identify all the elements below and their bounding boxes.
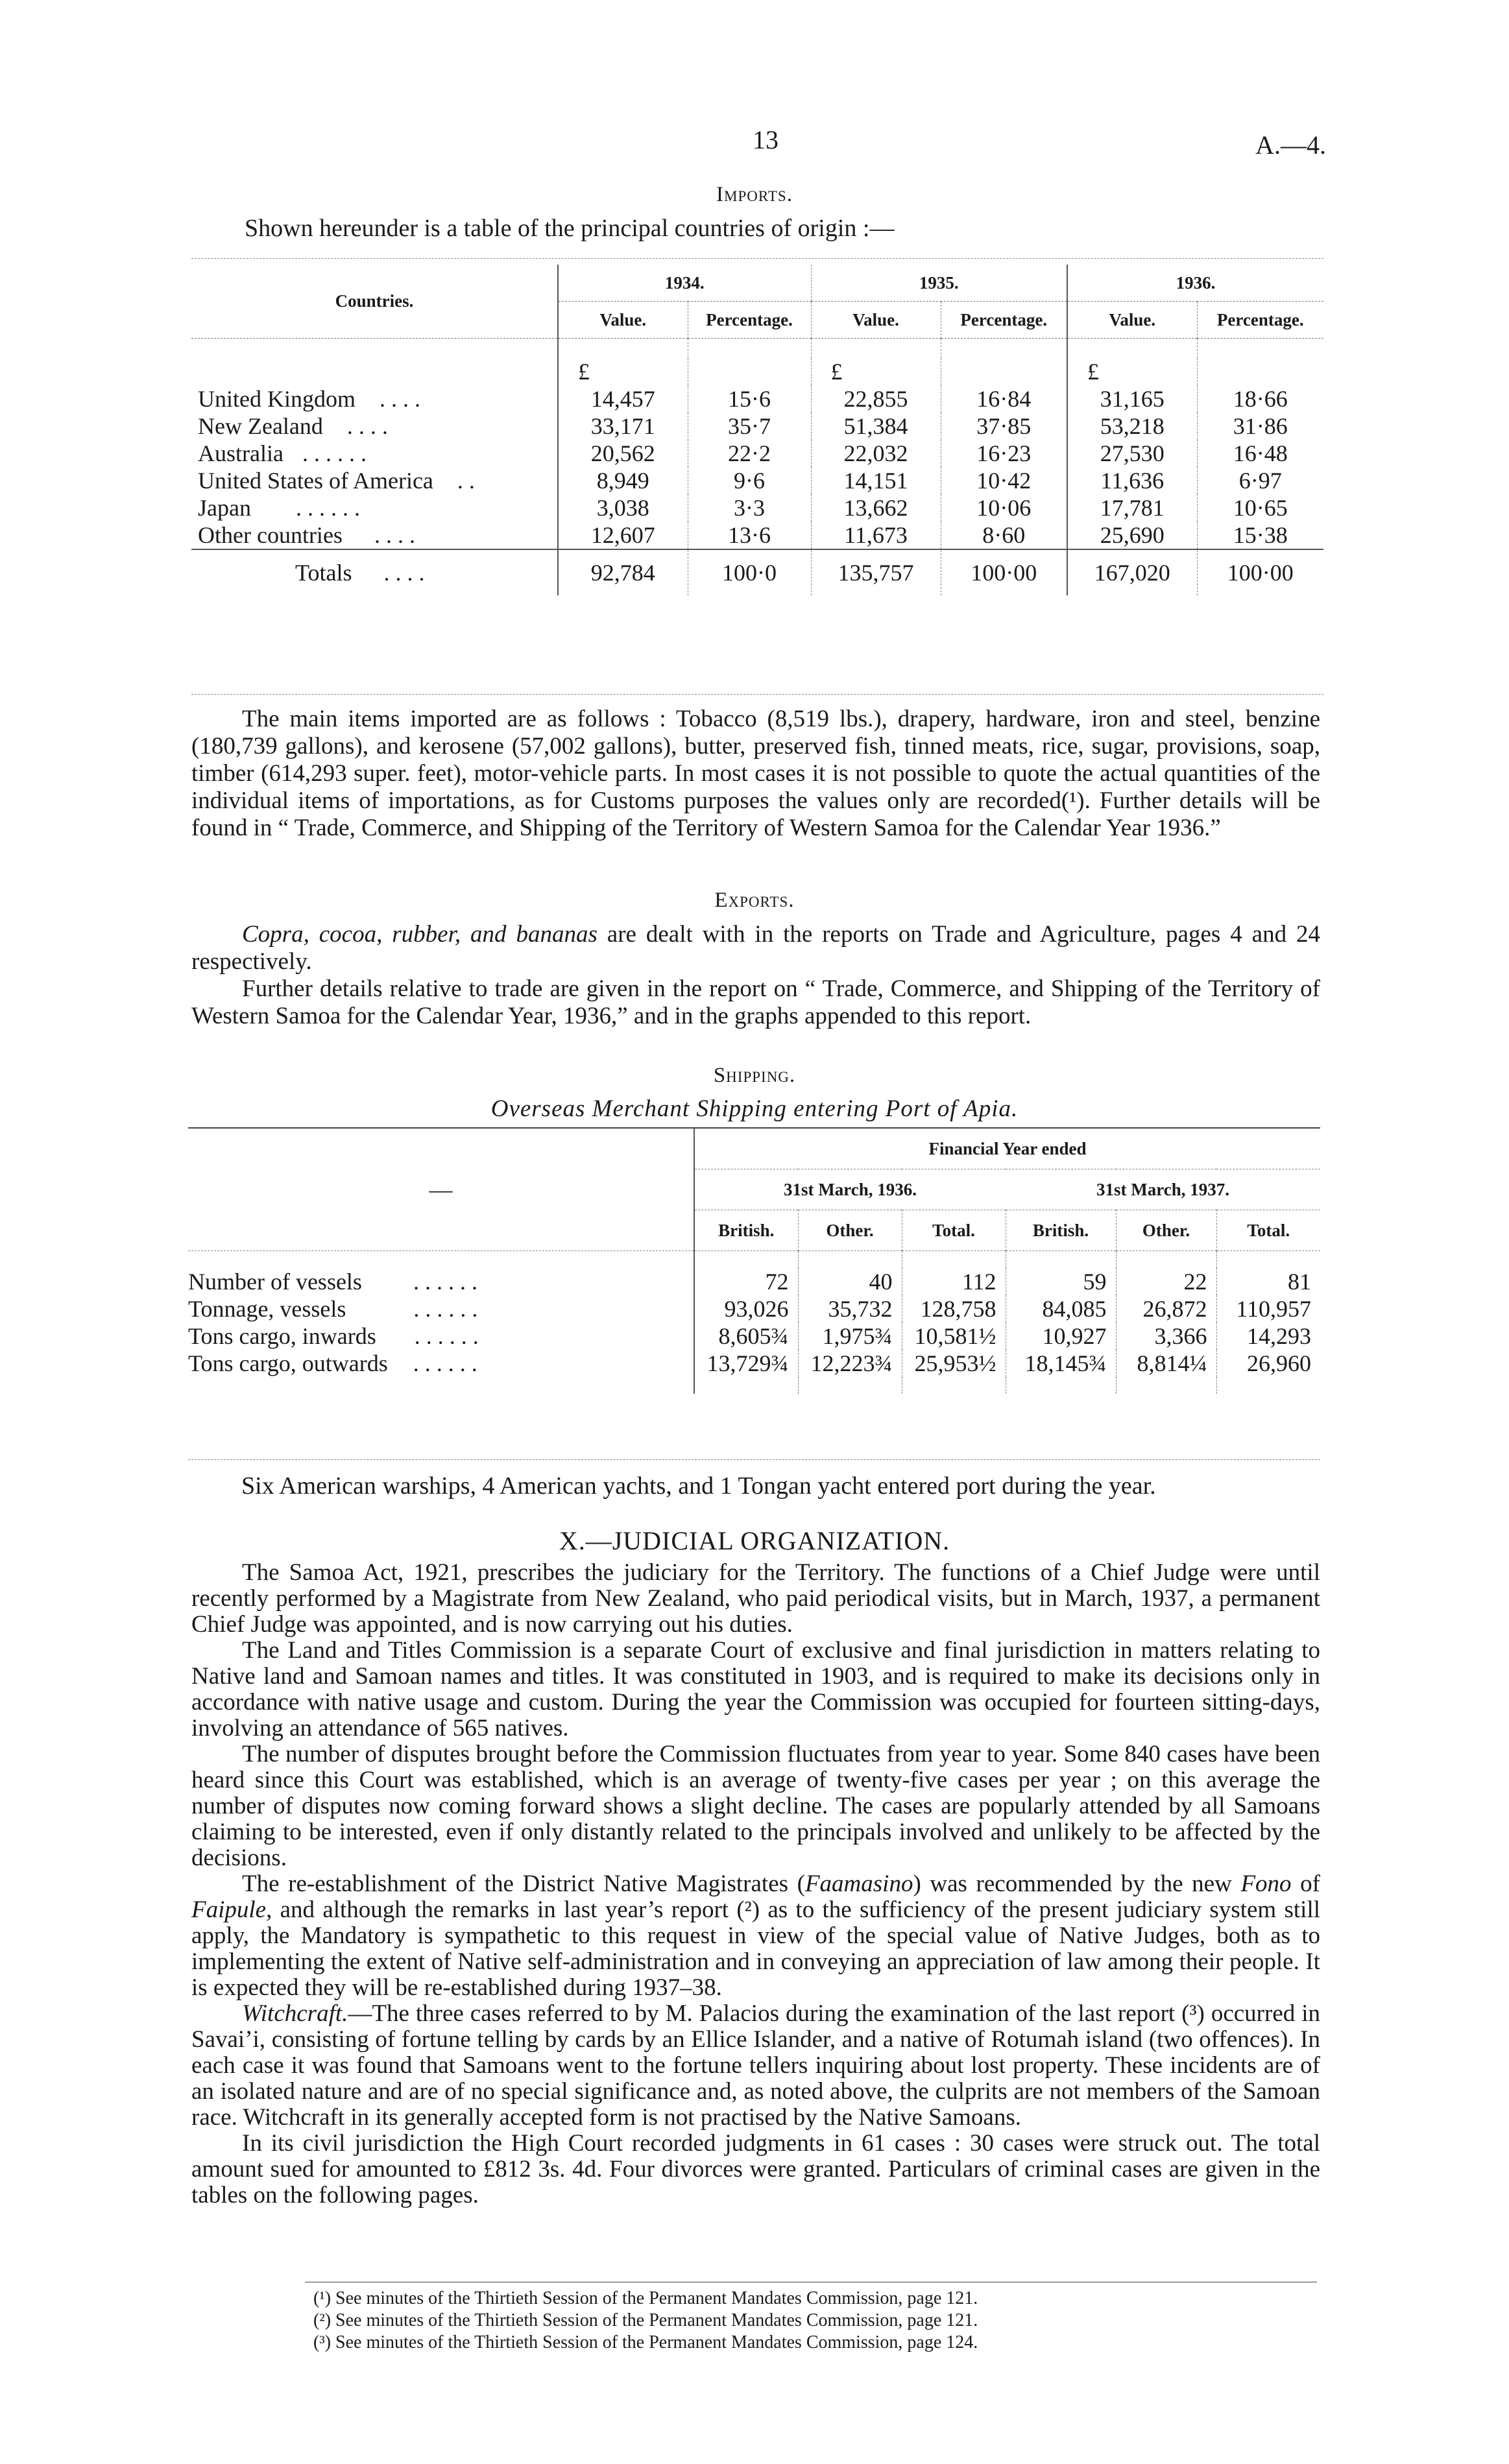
footnote-1: (¹) See minutes of the Thirtieth Session of the Permanent Mandates Commission, page 121. bbox=[313, 2288, 978, 2308]
period-1936-header: 31st March, 1936. bbox=[694, 1169, 1006, 1210]
judicial-paragraph-2: The Land and Titles Commission is a separate Court of exclusive and final jurisdiction in matters relating to Native land and Samoan names and titles. It was constituted in 1903, and is required to make its decisions only in accordance with native usage and custom. During the year the Commission was occupied for fourteen sitting-days, involving an attendance of 565 natives. bbox=[191, 1637, 1320, 1741]
value-header: Value. bbox=[558, 302, 688, 339]
table-cell: 51,384 bbox=[811, 413, 941, 440]
exports-paragraph-1-text: are dealt with in the reports on Trade and Agriculture, pages 4 and 24 respectively. bbox=[191, 921, 1320, 975]
table-row bbox=[191, 440, 1323, 467]
country-name: United Kingdom bbox=[198, 385, 356, 412]
table-cell: 25,953½ bbox=[902, 1350, 1006, 1377]
british-header: British. bbox=[1006, 1210, 1116, 1251]
table-cell: 9·6 bbox=[688, 467, 811, 494]
row-label: Tonnage, vessels bbox=[188, 1295, 346, 1322]
table-cell: 13·6 bbox=[688, 521, 811, 549]
imports-intro: Shown hereunder is a table of the principal countries of origin :— bbox=[245, 215, 895, 242]
country-name: Australia bbox=[198, 440, 284, 466]
leader-dots: . . . . . . bbox=[302, 440, 367, 466]
table-cell: 40 bbox=[798, 1268, 902, 1295]
italic-term: Fono bbox=[1240, 1871, 1292, 1897]
row-label: Number of vessels bbox=[188, 1268, 362, 1295]
table-cell: 25,690 bbox=[1067, 521, 1197, 549]
table-cell: 12,223¾ bbox=[798, 1350, 902, 1377]
total-header: Total. bbox=[1216, 1210, 1320, 1251]
year-1935-header: 1935. bbox=[811, 265, 1067, 302]
value-header: Value. bbox=[1067, 302, 1197, 339]
table-cell: 22 bbox=[1116, 1268, 1216, 1295]
table-cell: 16·48 bbox=[1197, 440, 1323, 467]
table-cell: 81 bbox=[1216, 1268, 1320, 1295]
leader-dots: . . . . bbox=[383, 559, 425, 586]
country-name: Japan bbox=[198, 494, 251, 521]
table-cell: 26,872 bbox=[1116, 1295, 1216, 1322]
table-cell: 22·2 bbox=[688, 440, 811, 467]
table-cell: 15·6 bbox=[688, 385, 811, 413]
witchcraft-heading: Witchcraft. bbox=[242, 2000, 348, 2027]
judicial-paragraph-4 bbox=[191, 1871, 1320, 2001]
table-cell: 1,975¾ bbox=[798, 1322, 902, 1350]
table-row bbox=[188, 1295, 1320, 1322]
table-row bbox=[188, 1268, 1320, 1295]
totals-row bbox=[191, 549, 1323, 595]
imports-top-rule bbox=[191, 258, 1323, 259]
table-cell: 26,960 bbox=[1216, 1350, 1320, 1377]
table-cell: 10·42 bbox=[941, 467, 1067, 494]
table-cell: 100·00 bbox=[941, 549, 1067, 595]
judicial-paragraph-5 bbox=[191, 2001, 1320, 2131]
table-cell: 22,032 bbox=[811, 440, 941, 467]
leader-dots: . . . . bbox=[346, 413, 388, 439]
exports-paragraph-2: Further details relative to trade are given in the report on “ Trade, Commerce, and Shipping of the Territory of Western Samoa for the Calendar Year, 1936,” and in the graphs appended to this report. bbox=[191, 975, 1320, 1029]
imports-table bbox=[191, 265, 1323, 595]
exports-paragraph-block bbox=[191, 921, 1320, 1030]
table-cell: 10,927 bbox=[1006, 1322, 1116, 1350]
text-span: —The three cases referred to by M. Palacios during the examination of the last report (³) occurred in Savai’i, consisting of fortune telling by cards by an Ellice Islander, and a native of Rotumah island (two offences). In each case it was found that Samoans went to the fortune tellers inquiring about lost property. These incidents are of an isolated nature and are of no special significance and, as noted above, the culprits are not members of the Samoan race. Witchcraft in its generally accepted form is not practised by the Native Samoans. bbox=[191, 2000, 1320, 2131]
percentage-header: Percentage. bbox=[941, 302, 1067, 339]
shipping-note: Six American warships, 4 American yachts, and 1 Tongan yacht entered port during the year. bbox=[241, 1472, 1156, 1500]
judicial-paragraph-3: The number of disputes brought before the Commission fluctuates from year to year. Some 840 cases have been heard since this Court was established, which is an average of twenty-five cases per year ; on this average the number of disputes now coming forward shows a slight decline. The cases are popularly attended by all Samoans claiming to be interested, even if only distantly related to the principals involved and unlikely to be affected by the decisions. bbox=[191, 1741, 1320, 1871]
table-cell: 35,732 bbox=[798, 1295, 902, 1322]
table-cell: 22,855 bbox=[811, 385, 941, 413]
countries-column-header: Countries. bbox=[191, 265, 558, 339]
table-cell: 72 bbox=[694, 1268, 798, 1295]
other-header: Other. bbox=[1116, 1210, 1216, 1251]
judicial-text-block bbox=[191, 1560, 1320, 2208]
table-row bbox=[191, 413, 1323, 440]
table-cell: 18·66 bbox=[1197, 385, 1323, 413]
other-header: Other. bbox=[798, 1210, 902, 1251]
text-span: , and although the remarks in last year’s report (²) as to the sufficiency of the present judiciary system still apply, the Mandatory is sympathetic to this request in view of the special value of Native Judges, both as to implementing the extent of Native self-administration and in conveying an appreciation of law among their people. It is expected they will be re-established during 1937–38. bbox=[191, 1896, 1320, 2001]
leader-dots: . . . . . . bbox=[413, 1295, 478, 1322]
shipping-bottom-rule bbox=[188, 1459, 1320, 1460]
table-row bbox=[188, 1322, 1320, 1350]
text-span: of bbox=[1291, 1871, 1320, 1897]
stub-header: — bbox=[429, 1177, 453, 1202]
table-cell: 112 bbox=[902, 1268, 1006, 1295]
document-reference: A.—4. bbox=[1255, 130, 1326, 160]
table-row bbox=[191, 385, 1323, 413]
country-name: New Zealand bbox=[198, 413, 323, 439]
table-cell: 53,218 bbox=[1067, 413, 1197, 440]
imports-heading: Imports. bbox=[716, 183, 793, 206]
table-cell: 35·7 bbox=[688, 413, 811, 440]
table-cell: 14,293 bbox=[1216, 1322, 1320, 1350]
table-row bbox=[191, 494, 1323, 521]
italic-term: Faamasino bbox=[804, 1871, 913, 1897]
leader-dots: . . . . . . bbox=[414, 1322, 479, 1349]
table-cell: 128,758 bbox=[902, 1295, 1006, 1322]
table-cell: 13,662 bbox=[811, 494, 941, 521]
value-header: Value. bbox=[811, 302, 941, 339]
leader-dots: . . . . . . bbox=[413, 1268, 477, 1295]
period-1937-header: 31st March, 1937. bbox=[1096, 1179, 1229, 1199]
judicial-paragraph-1: The Samoa Act, 1921, prescribes the judiciary for the Territory. The functions of a Chief Judge were until recently performed by a Magistrate from New Zealand, who paid periodical visits, but in March, 1937, a permanent Chief Judge was appointed, and is now carrying out his duties. bbox=[191, 1559, 1320, 1638]
total-header: Total. bbox=[902, 1210, 1006, 1251]
text-span: ) was recommended by the new bbox=[913, 1871, 1241, 1897]
financial-year-header: Financial Year ended bbox=[694, 1129, 1320, 1169]
table-row bbox=[191, 467, 1323, 494]
leader-dots: . . bbox=[457, 467, 475, 494]
currency-symbol: £ bbox=[558, 358, 688, 385]
imports-paragraph: The main items imported are as follows : Tobacco (8,519 lbs.), drapery, hardware, iron and steel, benzine (180,739 gallons), and kerosene (57,002 gallons), butter, preserved fish, tinned meats, rice, sugar, provisions, soap, timber (614,293 super. feet), motor-vehicle parts. In most cases it is not possible to quote the actual quantities of the individual items of importations, as for Customs purposes the values only are recorded(¹). Further details will be found in “ Trade, Commerce, and Shipping of the Territory of Western Samoa for the Calendar Year 1936.” bbox=[191, 706, 1320, 841]
table-cell: 16·84 bbox=[941, 385, 1067, 413]
table-cell: 59 bbox=[1006, 1268, 1116, 1295]
table-cell: 6·97 bbox=[1197, 467, 1323, 494]
table-cell: 12,607 bbox=[558, 521, 688, 549]
table-cell: 93,026 bbox=[694, 1295, 798, 1322]
table-cell: 84,085 bbox=[1006, 1295, 1116, 1322]
table-cell: 8·60 bbox=[941, 521, 1067, 549]
leader-dots: . . . . . . bbox=[413, 1350, 477, 1376]
country-name: United States of America bbox=[198, 467, 433, 494]
table-cell: 10·65 bbox=[1197, 494, 1323, 521]
leader-dots: . . . . . . bbox=[295, 494, 360, 521]
table-cell: 8,814¼ bbox=[1116, 1350, 1216, 1377]
percentage-header: Percentage. bbox=[1197, 302, 1323, 339]
table-cell: 110,957 bbox=[1216, 1295, 1320, 1322]
page-number: 13 bbox=[753, 125, 779, 154]
table-cell: 3·3 bbox=[688, 494, 811, 521]
table-cell: 3,038 bbox=[558, 494, 688, 521]
shipping-note-block bbox=[241, 1472, 1344, 1500]
exports-heading: Exports. bbox=[714, 889, 795, 912]
table-cell: 10,581½ bbox=[902, 1322, 1006, 1350]
table-cell: 13,729¾ bbox=[694, 1350, 798, 1377]
year-1934-header: 1934. bbox=[558, 265, 811, 302]
leader-dots: . . . . bbox=[374, 521, 415, 548]
currency-symbol: £ bbox=[811, 358, 941, 385]
judicial-paragraph-6: In its civil jurisdiction the High Court recorded judgments in 61 cases : 30 cases were struck out. The total amount sued for amounted to £812 3s. 4d. Four divorces were granted. Particulars of criminal cases are given in the tables on the following pages. bbox=[191, 2130, 1320, 2208]
currency-symbol: £ bbox=[1067, 358, 1197, 385]
table-cell: 14,457 bbox=[558, 385, 688, 413]
table-cell: 11,636 bbox=[1067, 467, 1197, 494]
percentage-header: Percentage. bbox=[688, 302, 811, 339]
table-cell: 15·38 bbox=[1197, 521, 1323, 549]
exports-paragraph-1 bbox=[191, 921, 1320, 975]
table-cell: 3,366 bbox=[1116, 1322, 1216, 1350]
table-cell: 92,784 bbox=[558, 549, 688, 595]
table-cell: 31·86 bbox=[1197, 413, 1323, 440]
footnote-3: (³) See minutes of the Thirtieth Session of the Permanent Mandates Commission, page 124. bbox=[313, 2332, 978, 2352]
table-cell: 27,530 bbox=[1067, 440, 1197, 467]
italic-term: Faipule bbox=[191, 1896, 267, 1923]
totals-label: Totals bbox=[295, 559, 352, 586]
table-cell: 33,171 bbox=[558, 413, 688, 440]
british-header: British. bbox=[694, 1210, 798, 1251]
table-cell: 20,562 bbox=[558, 440, 688, 467]
table-cell: 37·85 bbox=[941, 413, 1067, 440]
judicial-heading: X.—JUDICIAL ORGANIZATION. bbox=[559, 1526, 950, 1555]
table-cell: 8,605¾ bbox=[694, 1322, 798, 1350]
imports-bottom-rule bbox=[191, 694, 1323, 695]
imports-paragraph-block bbox=[191, 706, 1320, 842]
table-cell: 135,757 bbox=[811, 549, 941, 595]
table-cell: 10·06 bbox=[941, 494, 1067, 521]
shipping-subheading: Overseas Merchant Shipping entering Port of Apia. bbox=[490, 1095, 1019, 1122]
footnotes bbox=[313, 2288, 978, 2354]
exports-products: Copra, cocoa, rubber, and bananas bbox=[242, 921, 598, 948]
table-cell: 14,151 bbox=[811, 467, 941, 494]
row-label: Tons cargo, inwards bbox=[188, 1322, 376, 1349]
shipping-heading: Shipping. bbox=[713, 1064, 796, 1087]
table-row bbox=[191, 521, 1323, 549]
table-cell: 167,020 bbox=[1067, 549, 1197, 595]
table-cell: 100·0 bbox=[688, 549, 811, 595]
table-cell: 17,781 bbox=[1067, 494, 1197, 521]
shipping-table bbox=[188, 1129, 1320, 1394]
table-cell: 16·23 bbox=[941, 440, 1067, 467]
footnote-2: (²) See minutes of the Thirtieth Session of the Permanent Mandates Commission, page 121. bbox=[313, 2310, 978, 2330]
table-cell: 31,165 bbox=[1067, 385, 1197, 413]
leader-dots: . . . . bbox=[379, 385, 420, 412]
table-row bbox=[188, 1350, 1320, 1377]
row-label: Tons cargo, outwards bbox=[188, 1350, 388, 1376]
table-cell: 11,673 bbox=[811, 521, 941, 549]
year-1936-header: 1936. bbox=[1067, 265, 1323, 302]
table-cell: 100·00 bbox=[1197, 549, 1323, 595]
table-cell: 8,949 bbox=[558, 467, 688, 494]
text-span: The re-establishment of the District Native Magistrates ( bbox=[242, 1871, 805, 1897]
country-name: Other countries bbox=[198, 521, 343, 548]
table-cell: 18,145¾ bbox=[1006, 1350, 1116, 1377]
